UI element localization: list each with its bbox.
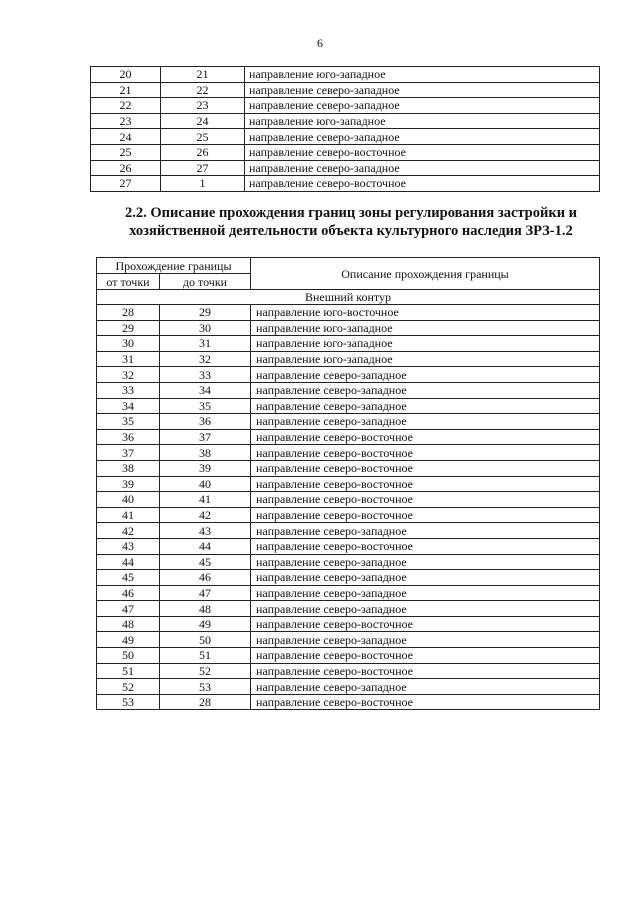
boundary-table-zrz <box>96 257 600 710</box>
table-row <box>97 476 600 492</box>
table-row <box>97 336 600 352</box>
direction-cell: направление северо-восточное <box>251 476 600 492</box>
direction-cell: направление юго-западное <box>251 351 600 367</box>
from-point-cell: 36 <box>97 429 160 445</box>
table-row <box>97 679 600 695</box>
direction-cell: направление северо-западное <box>251 523 600 539</box>
section-heading-line2: хозяйственной деятельности объекта культурного наследия ЗРЗ-1.2 <box>129 223 573 239</box>
direction-cell: направление северо-восточное <box>245 144 600 160</box>
to-point-cell: 45 <box>160 554 251 570</box>
boundary-table-continued <box>90 66 600 192</box>
table-row <box>97 351 600 367</box>
to-point-cell: 41 <box>160 492 251 508</box>
from-point-cell: 34 <box>97 398 160 414</box>
direction-cell: направление северо-западное <box>251 585 600 601</box>
direction-cell: направление юго-западное <box>245 67 600 83</box>
to-point-cell: 32 <box>160 351 251 367</box>
direction-cell: направление северо-западное <box>245 160 600 176</box>
direction-cell: направление северо-восточное <box>251 694 600 710</box>
section-heading <box>96 204 606 240</box>
to-point-cell: 42 <box>160 507 251 523</box>
from-point-cell: 20 <box>91 67 161 83</box>
to-point-cell: 36 <box>160 414 251 430</box>
direction-cell: направление юго-западное <box>251 336 600 352</box>
from-point-cell: 24 <box>91 129 161 145</box>
to-point-cell: 38 <box>160 445 251 461</box>
to-point-cell: 51 <box>160 648 251 664</box>
from-point-cell: 49 <box>97 632 160 648</box>
direction-cell: направление северо-западное <box>251 679 600 695</box>
to-point-cell: 23 <box>161 98 245 114</box>
header-boundary-description: Описание прохождения границы <box>251 258 600 290</box>
from-point-cell: 39 <box>97 476 160 492</box>
to-point-cell: 53 <box>160 679 251 695</box>
to-point-cell: 26 <box>161 144 245 160</box>
direction-cell: направление северо-восточное <box>251 648 600 664</box>
to-point-cell: 50 <box>160 632 251 648</box>
from-point-cell: 31 <box>97 351 160 367</box>
to-point-cell: 52 <box>160 663 251 679</box>
to-point-cell: 21 <box>161 67 245 83</box>
table-row <box>97 382 600 398</box>
direction-cell: направление северо-западное <box>251 601 600 617</box>
from-point-cell: 52 <box>97 679 160 695</box>
from-point-cell: 29 <box>97 320 160 336</box>
table-row <box>97 554 600 570</box>
from-point-cell: 47 <box>97 601 160 617</box>
from-point-cell: 30 <box>97 336 160 352</box>
to-point-cell: 31 <box>160 336 251 352</box>
header-boundary-passage: Прохождение границы <box>97 258 251 274</box>
to-point-cell: 34 <box>160 382 251 398</box>
to-point-cell: 25 <box>161 129 245 145</box>
table-row <box>97 616 600 632</box>
to-point-cell: 49 <box>160 616 251 632</box>
to-point-cell: 33 <box>160 367 251 383</box>
to-point-cell: 22 <box>161 82 245 98</box>
table-row <box>91 98 600 114</box>
table-row <box>91 129 600 145</box>
direction-cell: направление северо-восточное <box>245 176 600 192</box>
to-point-cell: 29 <box>160 305 251 321</box>
direction-cell: направление северо-западное <box>245 129 600 145</box>
page-number: 6 <box>317 36 323 50</box>
boundary-table-continued-body <box>91 67 600 192</box>
table-row <box>97 398 600 414</box>
direction-cell: направление юго-западное <box>245 113 600 129</box>
from-point-cell: 46 <box>97 585 160 601</box>
to-point-cell: 30 <box>160 320 251 336</box>
from-point-cell: 45 <box>97 570 160 586</box>
from-point-cell: 35 <box>97 414 160 430</box>
direction-cell: направление северо-восточное <box>251 538 600 554</box>
to-point-cell: 27 <box>161 160 245 176</box>
from-point-cell: 50 <box>97 648 160 664</box>
to-point-cell: 35 <box>160 398 251 414</box>
direction-cell: направление северо-западное <box>245 82 600 98</box>
from-point-cell: 27 <box>91 176 161 192</box>
table-row <box>91 144 600 160</box>
table-row <box>91 160 600 176</box>
to-point-cell: 47 <box>160 585 251 601</box>
from-point-cell: 26 <box>91 160 161 176</box>
from-point-cell: 25 <box>91 144 161 160</box>
from-point-cell: 23 <box>91 113 161 129</box>
table-row <box>97 694 600 710</box>
direction-cell: направление северо-восточное <box>251 429 600 445</box>
direction-cell: направление северо-восточное <box>251 460 600 476</box>
table-row <box>97 507 600 523</box>
table-row <box>97 523 600 539</box>
boundary-table-zrz-body <box>97 305 600 710</box>
table-row <box>97 429 600 445</box>
table-row <box>97 585 600 601</box>
direction-cell: направление юго-восточное <box>251 305 600 321</box>
direction-cell: направление северо-западное <box>251 398 600 414</box>
direction-cell: направление северо-западное <box>251 632 600 648</box>
table-row <box>97 445 600 461</box>
from-point-cell: 32 <box>97 367 160 383</box>
from-point-cell: 38 <box>97 460 160 476</box>
direction-cell: направление юго-западное <box>251 320 600 336</box>
to-point-cell: 43 <box>160 523 251 539</box>
to-point-cell: 44 <box>160 538 251 554</box>
section-heading-line1: 2.2. Описание прохождения границ зоны регулирования застройки и <box>124 205 578 221</box>
from-point-cell: 37 <box>97 445 160 461</box>
table-row <box>91 113 600 129</box>
from-point-cell: 51 <box>97 663 160 679</box>
from-point-cell: 48 <box>97 616 160 632</box>
header-to-point: до точки <box>160 274 251 290</box>
to-point-cell: 37 <box>160 429 251 445</box>
table-row <box>97 570 600 586</box>
table-row <box>91 176 600 192</box>
direction-cell: направление северо-западное <box>251 382 600 398</box>
direction-cell: направление северо-западное <box>251 554 600 570</box>
to-point-cell: 39 <box>160 460 251 476</box>
table-row <box>97 601 600 617</box>
from-point-cell: 28 <box>97 305 160 321</box>
direction-cell: направление северо-восточное <box>251 445 600 461</box>
from-point-cell: 33 <box>97 382 160 398</box>
direction-cell: направление северо-западное <box>245 98 600 114</box>
direction-cell: направление северо-западное <box>251 570 600 586</box>
to-point-cell: 46 <box>160 570 251 586</box>
to-point-cell: 1 <box>161 176 245 192</box>
table-row <box>97 632 600 648</box>
table-row <box>97 460 600 476</box>
table-row <box>97 648 600 664</box>
outer-contour-label: Внешний контур <box>97 290 600 305</box>
boundary-table-header <box>97 258 600 305</box>
from-point-cell: 22 <box>91 98 161 114</box>
from-point-cell: 21 <box>91 82 161 98</box>
table-row <box>97 663 600 679</box>
direction-cell: направление северо-восточное <box>251 616 600 632</box>
table-row <box>91 82 600 98</box>
to-point-cell: 40 <box>160 476 251 492</box>
table-row <box>97 538 600 554</box>
table-row <box>97 320 600 336</box>
from-point-cell: 40 <box>97 492 160 508</box>
to-point-cell: 24 <box>161 113 245 129</box>
table-row <box>97 367 600 383</box>
table-row <box>97 492 600 508</box>
direction-cell: направление северо-западное <box>251 367 600 383</box>
to-point-cell: 48 <box>160 601 251 617</box>
direction-cell: направление северо-восточное <box>251 507 600 523</box>
from-point-cell: 43 <box>97 538 160 554</box>
from-point-cell: 53 <box>97 694 160 710</box>
header-from-point: от точки <box>97 274 160 290</box>
table-row <box>91 67 600 83</box>
from-point-cell: 42 <box>97 523 160 539</box>
table-row <box>97 414 600 430</box>
from-point-cell: 41 <box>97 507 160 523</box>
direction-cell: направление северо-западное <box>251 414 600 430</box>
table-row <box>97 305 600 321</box>
direction-cell: направление северо-восточное <box>251 492 600 508</box>
from-point-cell: 44 <box>97 554 160 570</box>
direction-cell: направление северо-восточное <box>251 663 600 679</box>
to-point-cell: 28 <box>160 694 251 710</box>
